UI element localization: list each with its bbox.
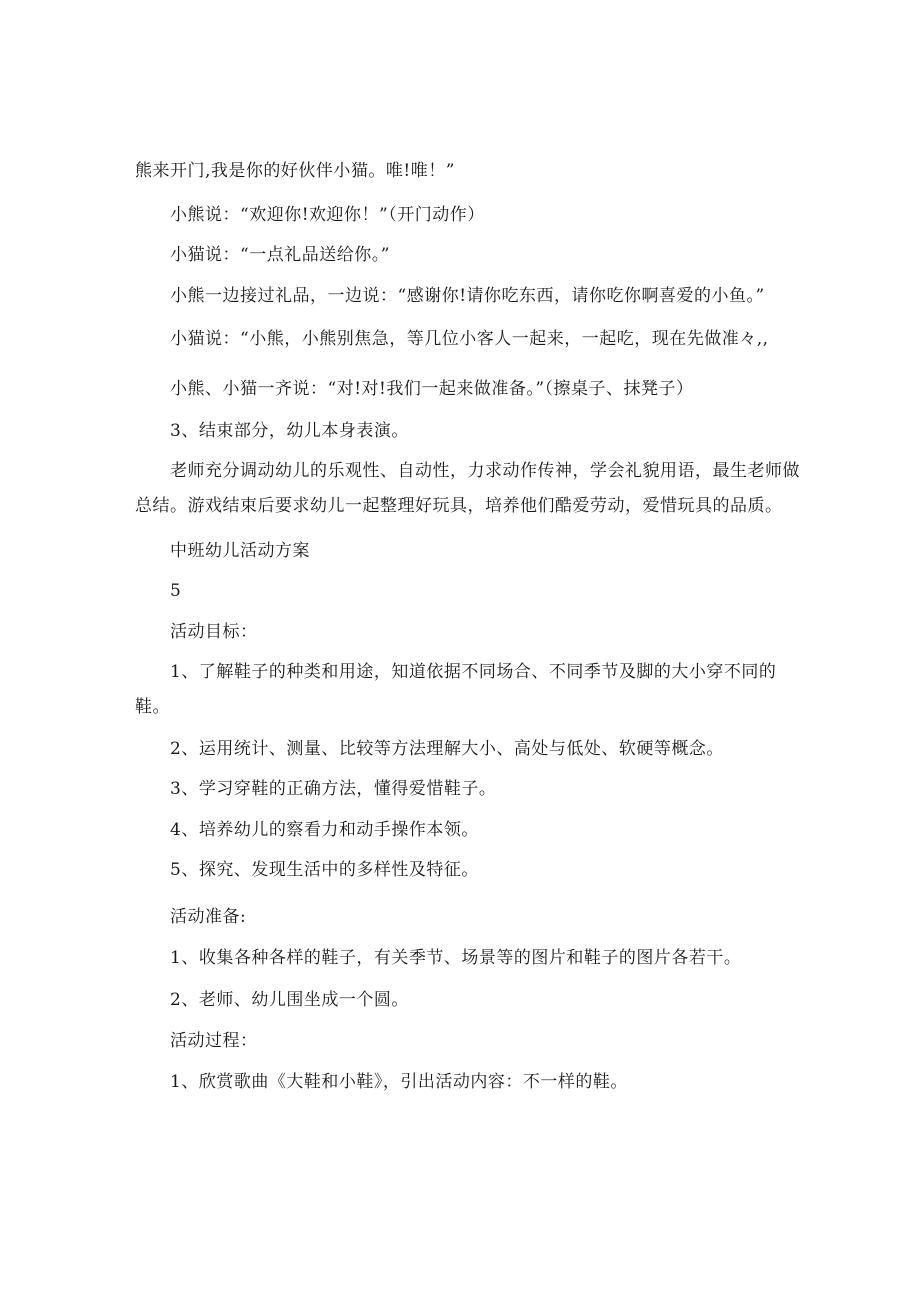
list-item: 1、欣赏歌曲《大鞋和小鞋》，引出活动内容：不一样的鞋。 <box>170 1072 628 1092</box>
text-line: 小熊、小猫一齐说：“对!对!我们一起来做准备。”（擦桌子、抹凳子） <box>170 379 694 399</box>
text-line: 小熊说：“欢迎你!欢迎你！”（开门动作） <box>170 205 485 225</box>
heading-process: 活动过程： <box>170 1031 258 1051</box>
text-line: 3、结束部分，幼儿本身表演。 <box>170 421 409 441</box>
text-line: 总结。游戏结束后要求幼儿一起整理好玩具，培养他们酷爱劳动，爱惜玩具的品质。 <box>135 496 783 516</box>
text-line: 小猫说：“一点礼品送给你。” <box>170 245 390 265</box>
text-line: 老师充分调动幼儿的乐观性、自动性，力求动作传神，学会礼貌用语，最生老师做 <box>170 461 800 481</box>
text-line: 小猫说：“小熊，小熊别焦急，等几位小客人一起来，一起吃，现在先做准々,, <box>170 329 769 349</box>
list-item: 5、探究、发现生活中的多样性及特征。 <box>170 860 479 880</box>
list-item: 4、培养幼儿的察看力和动手操作本领。 <box>170 820 479 840</box>
list-item-continuation: 鞋。 <box>135 697 170 717</box>
list-item: 2、运用统计、测量、比较等方法理解大小、高处与低处、软硬等概念。 <box>170 739 724 759</box>
list-item: 1、收集各种各样的鞋子，有关季节、场景等的图片和鞋子的图片各若干。 <box>170 948 742 968</box>
heading-goals: 活动目标： <box>170 622 258 642</box>
list-item: 2、老师、幼儿围坐成一个圆。 <box>170 990 409 1010</box>
heading-preparation: 活动准备: <box>170 907 247 927</box>
list-item: 1、了解鞋子的种类和用途，知道依据不同场合、不同季节及脚的大小穿不同的 <box>170 662 777 682</box>
text-line: 小熊一边接过礼品，一边说：“感谢你!请你吃东西，请你吃你啊喜爱的小鱼。” <box>170 286 765 306</box>
list-item: 3、学习穿鞋的正确方法，懂得爱惜鞋子。 <box>170 779 497 799</box>
section-title: 中班幼儿活动方案 <box>170 541 310 561</box>
text-line: 熊来开门,我是你的好伙伴小猫。唯!唯！” <box>135 161 455 181</box>
section-number: 5 <box>170 581 182 601</box>
